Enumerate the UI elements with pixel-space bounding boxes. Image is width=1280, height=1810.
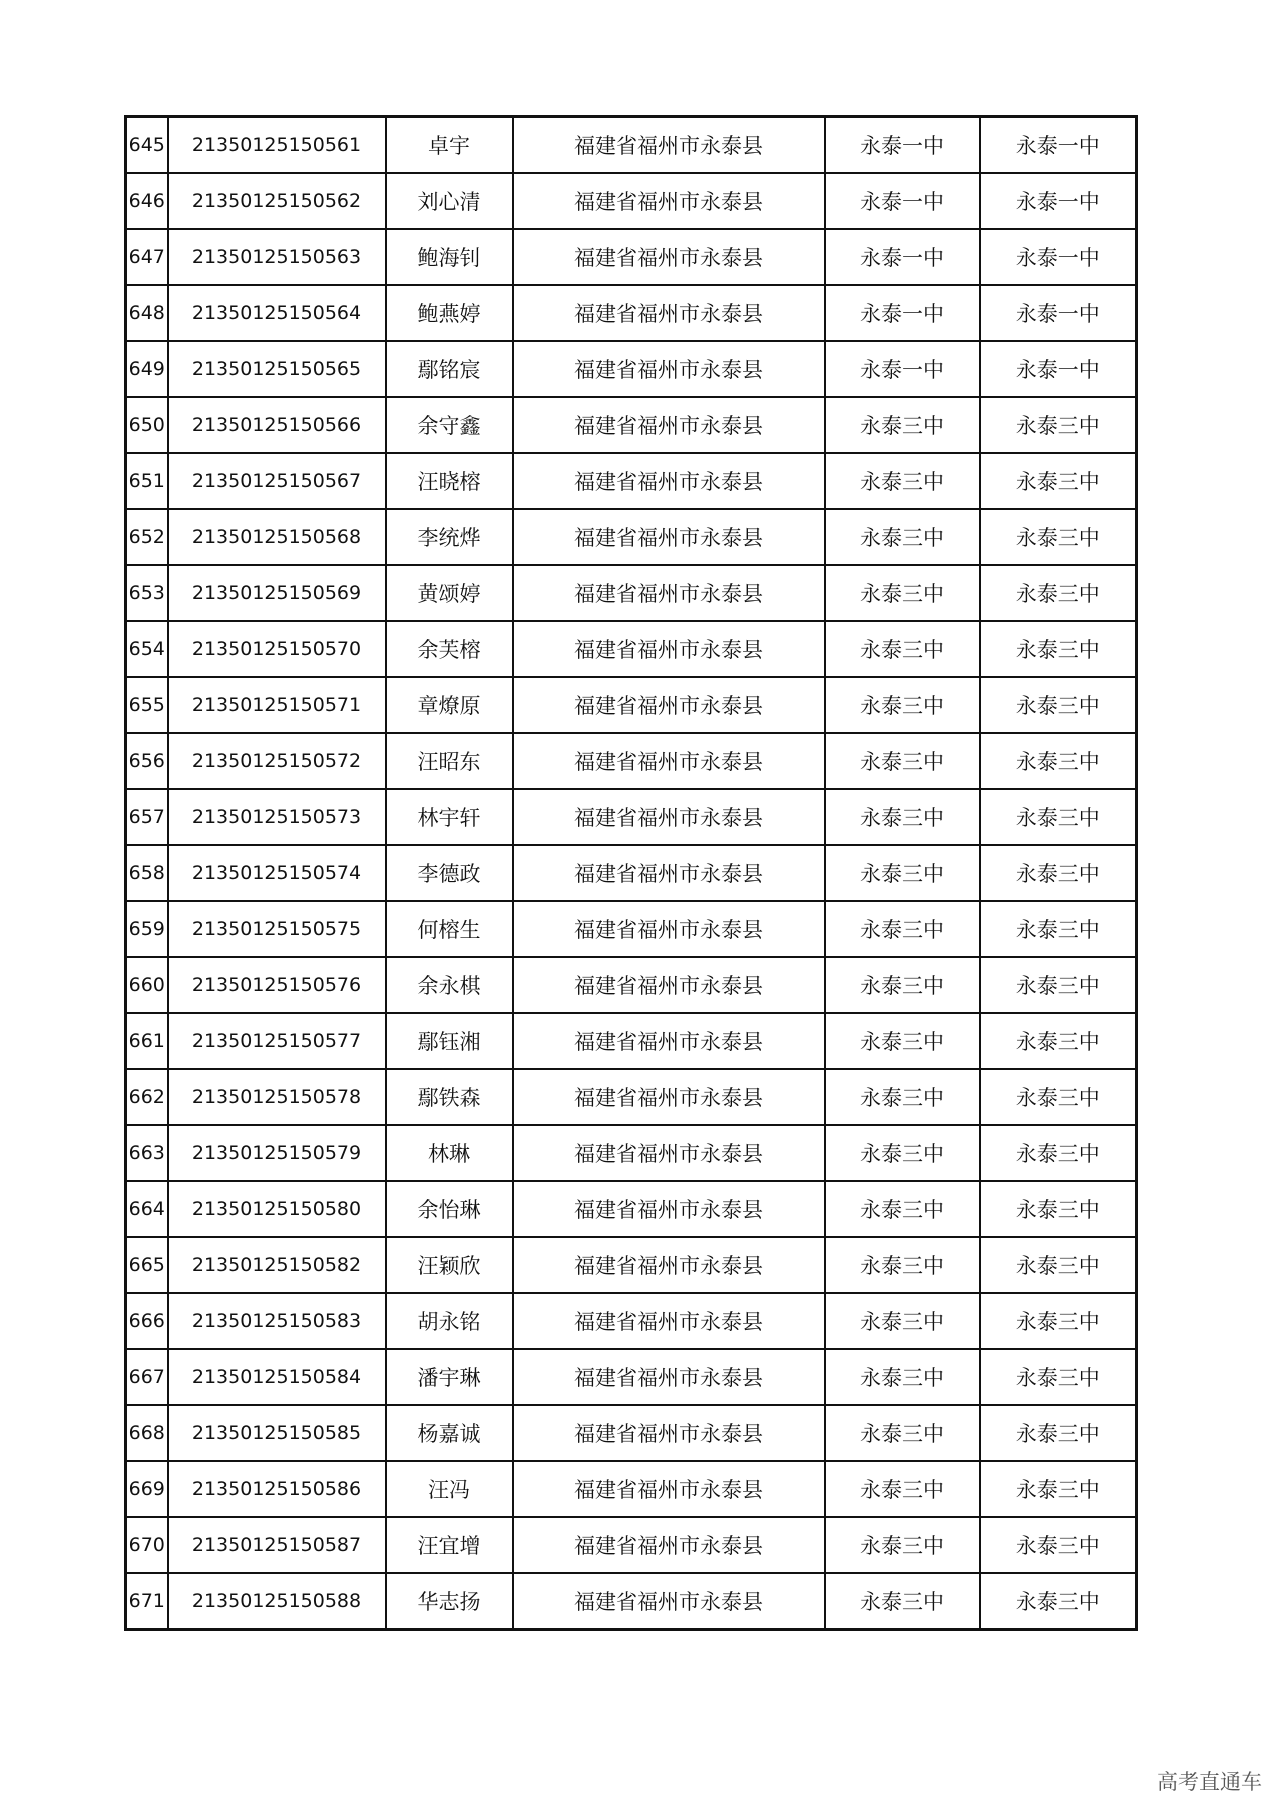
exam-id-cell: 21350125150587 xyxy=(168,1517,386,1573)
exam-site-cell: 永泰一中 xyxy=(980,173,1137,229)
table-row xyxy=(126,285,1137,341)
candidate-name-cell: 鄢钰湘 xyxy=(386,1013,513,1069)
exam-id-cell: 21350125150572 xyxy=(168,733,386,789)
candidate-name-cell: 汪宜增 xyxy=(386,1517,513,1573)
candidate-name-cell: 林琳 xyxy=(386,1125,513,1181)
candidate-name-cell: 何榕生 xyxy=(386,901,513,957)
row-index-cell: 646 xyxy=(126,173,168,229)
school-cell: 永泰三中 xyxy=(825,901,980,957)
region-cell: 福建省福州市永泰县 xyxy=(513,229,825,285)
school-cell: 永泰三中 xyxy=(825,845,980,901)
exam-site-cell: 永泰三中 xyxy=(980,1349,1137,1405)
region-cell: 福建省福州市永泰县 xyxy=(513,117,825,174)
school-cell: 永泰一中 xyxy=(825,229,980,285)
exam-id-cell: 21350125150567 xyxy=(168,453,386,509)
candidate-name-cell: 余永棋 xyxy=(386,957,513,1013)
candidate-name-cell: 李统烨 xyxy=(386,509,513,565)
row-index-cell: 651 xyxy=(126,453,168,509)
exam-site-cell: 永泰三中 xyxy=(980,845,1137,901)
school-cell: 永泰三中 xyxy=(825,789,980,845)
school-cell: 永泰三中 xyxy=(825,1293,980,1349)
candidate-name-cell: 鲍燕婷 xyxy=(386,285,513,341)
table-row xyxy=(126,957,1137,1013)
school-cell: 永泰三中 xyxy=(825,733,980,789)
region-cell: 福建省福州市永泰县 xyxy=(513,1069,825,1125)
exam-id-cell: 21350125150585 xyxy=(168,1405,386,1461)
roster-body xyxy=(126,117,1137,1630)
region-cell: 福建省福州市永泰县 xyxy=(513,397,825,453)
candidate-name-cell: 余怡琳 xyxy=(386,1181,513,1237)
candidate-name-cell: 林宇轩 xyxy=(386,789,513,845)
exam-site-cell: 永泰三中 xyxy=(980,1293,1137,1349)
exam-site-cell: 永泰三中 xyxy=(980,1013,1137,1069)
row-index-cell: 659 xyxy=(126,901,168,957)
region-cell: 福建省福州市永泰县 xyxy=(513,1181,825,1237)
exam-id-cell: 21350125150588 xyxy=(168,1573,386,1630)
candidate-name-cell: 华志扬 xyxy=(386,1573,513,1630)
candidate-name-cell: 李德政 xyxy=(386,845,513,901)
exam-site-cell: 永泰三中 xyxy=(980,1405,1137,1461)
candidate-name-cell: 黄颂婷 xyxy=(386,565,513,621)
exam-site-cell: 永泰三中 xyxy=(980,1181,1137,1237)
exam-site-cell: 永泰三中 xyxy=(980,621,1137,677)
table-row xyxy=(126,1293,1137,1349)
table-row xyxy=(126,1405,1137,1461)
region-cell: 福建省福州市永泰县 xyxy=(513,677,825,733)
region-cell: 福建省福州市永泰县 xyxy=(513,285,825,341)
table-row xyxy=(126,621,1137,677)
region-cell: 福建省福州市永泰县 xyxy=(513,733,825,789)
school-cell: 永泰三中 xyxy=(825,1237,980,1293)
region-cell: 福建省福州市永泰县 xyxy=(513,453,825,509)
candidate-name-cell: 汪冯 xyxy=(386,1461,513,1517)
table-row xyxy=(126,509,1137,565)
region-cell: 福建省福州市永泰县 xyxy=(513,1461,825,1517)
row-index-cell: 649 xyxy=(126,341,168,397)
exam-id-cell: 21350125150561 xyxy=(168,117,386,174)
exam-id-cell: 21350125150562 xyxy=(168,173,386,229)
exam-id-cell: 21350125150580 xyxy=(168,1181,386,1237)
region-cell: 福建省福州市永泰县 xyxy=(513,565,825,621)
region-cell: 福建省福州市永泰县 xyxy=(513,789,825,845)
region-cell: 福建省福州市永泰县 xyxy=(513,1405,825,1461)
school-cell: 永泰三中 xyxy=(825,1125,980,1181)
exam-site-cell: 永泰三中 xyxy=(980,1069,1137,1125)
exam-site-cell: 永泰三中 xyxy=(980,453,1137,509)
table-row xyxy=(126,453,1137,509)
exam-site-cell: 永泰三中 xyxy=(980,1517,1137,1573)
school-cell: 永泰三中 xyxy=(825,509,980,565)
exam-site-cell: 永泰三中 xyxy=(980,1461,1137,1517)
table-row xyxy=(126,901,1137,957)
region-cell: 福建省福州市永泰县 xyxy=(513,957,825,1013)
exam-id-cell: 21350125150568 xyxy=(168,509,386,565)
candidate-name-cell: 鄢铭宸 xyxy=(386,341,513,397)
exam-id-cell: 21350125150571 xyxy=(168,677,386,733)
row-index-cell: 647 xyxy=(126,229,168,285)
candidate-roster-table xyxy=(124,115,1138,1631)
row-index-cell: 668 xyxy=(126,1405,168,1461)
exam-id-cell: 21350125150584 xyxy=(168,1349,386,1405)
exam-id-cell: 21350125150586 xyxy=(168,1461,386,1517)
school-cell: 永泰三中 xyxy=(825,397,980,453)
watermark-text: 高考直通车 xyxy=(1157,1770,1262,1794)
row-index-cell: 666 xyxy=(126,1293,168,1349)
row-index-cell: 662 xyxy=(126,1069,168,1125)
table-row xyxy=(126,229,1137,285)
exam-site-cell: 永泰一中 xyxy=(980,285,1137,341)
school-cell: 永泰三中 xyxy=(825,621,980,677)
table-row xyxy=(126,1461,1137,1517)
exam-site-cell: 永泰三中 xyxy=(980,565,1137,621)
candidate-name-cell: 汪晓榕 xyxy=(386,453,513,509)
exam-id-cell: 21350125150576 xyxy=(168,957,386,1013)
row-index-cell: 652 xyxy=(126,509,168,565)
table-row xyxy=(126,1237,1137,1293)
candidate-name-cell: 胡永铭 xyxy=(386,1293,513,1349)
row-index-cell: 667 xyxy=(126,1349,168,1405)
table-row xyxy=(126,397,1137,453)
region-cell: 福建省福州市永泰县 xyxy=(513,1125,825,1181)
region-cell: 福建省福州市永泰县 xyxy=(513,621,825,677)
school-cell: 永泰三中 xyxy=(825,1013,980,1069)
exam-site-cell: 永泰三中 xyxy=(980,789,1137,845)
exam-id-cell: 21350125150575 xyxy=(168,901,386,957)
table-row xyxy=(126,1517,1137,1573)
table-row xyxy=(126,1349,1137,1405)
row-index-cell: 650 xyxy=(126,397,168,453)
exam-site-cell: 永泰一中 xyxy=(980,229,1137,285)
row-index-cell: 648 xyxy=(126,285,168,341)
exam-id-cell: 21350125150578 xyxy=(168,1069,386,1125)
region-cell: 福建省福州市永泰县 xyxy=(513,1573,825,1630)
candidate-name-cell: 汪颖欣 xyxy=(386,1237,513,1293)
row-index-cell: 671 xyxy=(126,1573,168,1630)
exam-id-cell: 21350125150577 xyxy=(168,1013,386,1069)
candidate-name-cell: 刘心清 xyxy=(386,173,513,229)
row-index-cell: 654 xyxy=(126,621,168,677)
table-row xyxy=(126,117,1137,174)
table-row xyxy=(126,1125,1137,1181)
school-cell: 永泰一中 xyxy=(825,173,980,229)
table-row xyxy=(126,1573,1137,1630)
school-cell: 永泰三中 xyxy=(825,1349,980,1405)
table-row xyxy=(126,733,1137,789)
exam-site-cell: 永泰三中 xyxy=(980,1125,1137,1181)
exam-id-cell: 21350125150564 xyxy=(168,285,386,341)
candidate-name-cell: 鲍海钊 xyxy=(386,229,513,285)
school-cell: 永泰一中 xyxy=(825,117,980,174)
region-cell: 福建省福州市永泰县 xyxy=(513,1349,825,1405)
row-index-cell: 663 xyxy=(126,1125,168,1181)
school-cell: 永泰三中 xyxy=(825,1069,980,1125)
table-row xyxy=(126,1013,1137,1069)
exam-id-cell: 21350125150570 xyxy=(168,621,386,677)
exam-site-cell: 永泰三中 xyxy=(980,397,1137,453)
exam-id-cell: 21350125150582 xyxy=(168,1237,386,1293)
school-cell: 永泰三中 xyxy=(825,677,980,733)
table-row xyxy=(126,173,1137,229)
row-index-cell: 655 xyxy=(126,677,168,733)
row-index-cell: 645 xyxy=(126,117,168,174)
row-index-cell: 664 xyxy=(126,1181,168,1237)
row-index-cell: 669 xyxy=(126,1461,168,1517)
exam-site-cell: 永泰三中 xyxy=(980,957,1137,1013)
school-cell: 永泰三中 xyxy=(825,957,980,1013)
region-cell: 福建省福州市永泰县 xyxy=(513,901,825,957)
row-index-cell: 670 xyxy=(126,1517,168,1573)
table-row xyxy=(126,845,1137,901)
school-cell: 永泰三中 xyxy=(825,453,980,509)
school-cell: 永泰三中 xyxy=(825,565,980,621)
exam-site-cell: 永泰三中 xyxy=(980,677,1137,733)
exam-site-cell: 永泰三中 xyxy=(980,1237,1137,1293)
row-index-cell: 656 xyxy=(126,733,168,789)
row-index-cell: 657 xyxy=(126,789,168,845)
school-cell: 永泰三中 xyxy=(825,1517,980,1573)
candidate-name-cell: 鄢铁森 xyxy=(386,1069,513,1125)
school-cell: 永泰一中 xyxy=(825,341,980,397)
row-index-cell: 661 xyxy=(126,1013,168,1069)
exam-id-cell: 21350125150566 xyxy=(168,397,386,453)
candidate-name-cell: 卓宇 xyxy=(386,117,513,174)
row-index-cell: 660 xyxy=(126,957,168,1013)
exam-id-cell: 21350125150569 xyxy=(168,565,386,621)
exam-id-cell: 21350125150574 xyxy=(168,845,386,901)
school-cell: 永泰一中 xyxy=(825,285,980,341)
candidate-name-cell: 余守鑫 xyxy=(386,397,513,453)
region-cell: 福建省福州市永泰县 xyxy=(513,1293,825,1349)
candidate-name-cell: 章燎原 xyxy=(386,677,513,733)
exam-site-cell: 永泰三中 xyxy=(980,1573,1137,1630)
table-row xyxy=(126,341,1137,397)
exam-site-cell: 永泰三中 xyxy=(980,509,1137,565)
table-row xyxy=(126,1181,1137,1237)
school-cell: 永泰三中 xyxy=(825,1461,980,1517)
exam-id-cell: 21350125150573 xyxy=(168,789,386,845)
region-cell: 福建省福州市永泰县 xyxy=(513,173,825,229)
row-index-cell: 665 xyxy=(126,1237,168,1293)
region-cell: 福建省福州市永泰县 xyxy=(513,509,825,565)
exam-site-cell: 永泰三中 xyxy=(980,901,1137,957)
region-cell: 福建省福州市永泰县 xyxy=(513,1013,825,1069)
exam-id-cell: 21350125150579 xyxy=(168,1125,386,1181)
school-cell: 永泰三中 xyxy=(825,1181,980,1237)
exam-site-cell: 永泰一中 xyxy=(980,117,1137,174)
candidate-name-cell: 汪昭东 xyxy=(386,733,513,789)
exam-id-cell: 21350125150563 xyxy=(168,229,386,285)
candidate-name-cell: 余芙榕 xyxy=(386,621,513,677)
region-cell: 福建省福州市永泰县 xyxy=(513,845,825,901)
table-row xyxy=(126,565,1137,621)
candidate-name-cell: 杨嘉诚 xyxy=(386,1405,513,1461)
candidate-name-cell: 潘宇琳 xyxy=(386,1349,513,1405)
school-cell: 永泰三中 xyxy=(825,1573,980,1630)
row-index-cell: 653 xyxy=(126,565,168,621)
table-row xyxy=(126,1069,1137,1125)
region-cell: 福建省福州市永泰县 xyxy=(513,1237,825,1293)
school-cell: 永泰三中 xyxy=(825,1405,980,1461)
table-row xyxy=(126,677,1137,733)
region-cell: 福建省福州市永泰县 xyxy=(513,1517,825,1573)
exam-id-cell: 21350125150565 xyxy=(168,341,386,397)
region-cell: 福建省福州市永泰县 xyxy=(513,341,825,397)
table-row xyxy=(126,789,1137,845)
row-index-cell: 658 xyxy=(126,845,168,901)
exam-site-cell: 永泰一中 xyxy=(980,341,1137,397)
exam-id-cell: 21350125150583 xyxy=(168,1293,386,1349)
exam-site-cell: 永泰三中 xyxy=(980,733,1137,789)
